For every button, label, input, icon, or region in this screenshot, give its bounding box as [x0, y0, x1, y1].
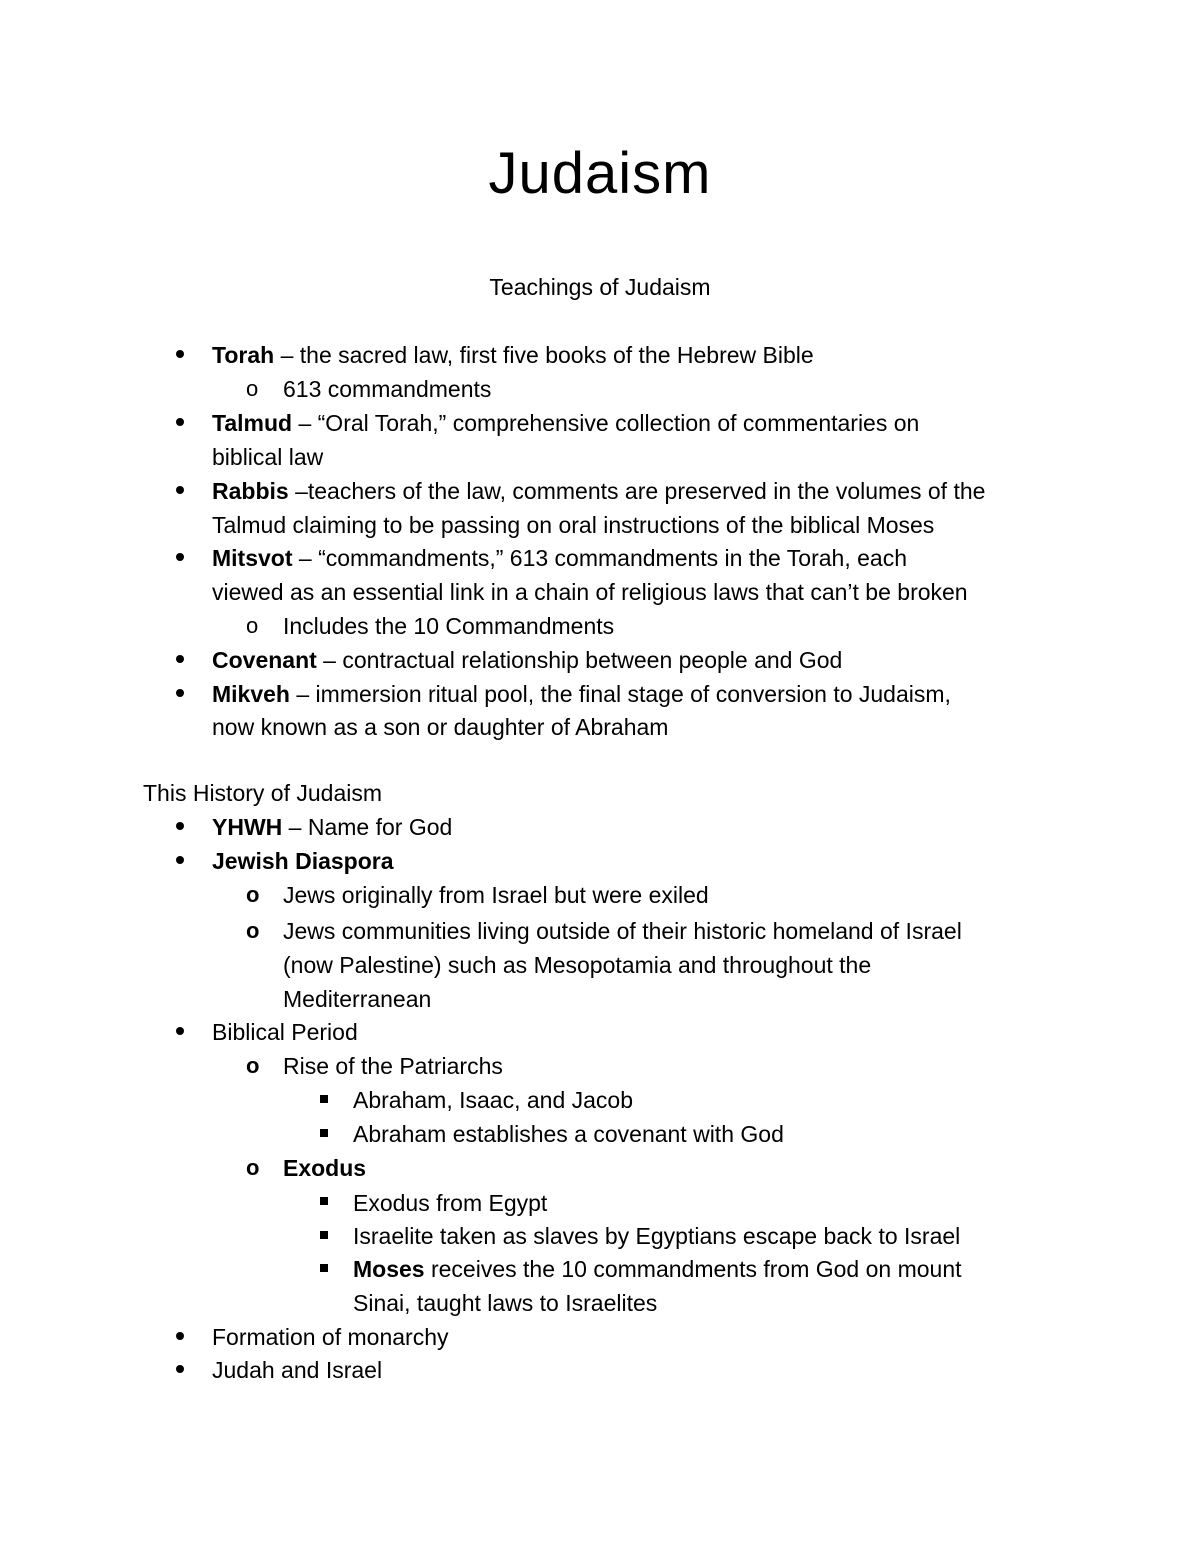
list-item: Mikveh – immersion ritual pool, the final stage of conversion to Judaism,: [212, 681, 951, 707]
bullet-icon: [176, 822, 184, 830]
bullet-icon: [176, 418, 184, 426]
list-item: Torah – the sacred law, first five books of the Hebrew Bible: [212, 342, 814, 368]
list-item-continuation: biblical law: [212, 444, 324, 470]
list-item-continuation: Mediterranean: [283, 986, 432, 1012]
history-heading: This History of Judaism: [143, 780, 383, 806]
list-item: Moses receives the 10 commandments from God on mount: [353, 1256, 962, 1282]
list-item: Rise of the Patriarchs: [283, 1053, 503, 1079]
bullet-icon: [176, 553, 184, 561]
bullet-icon: [176, 1332, 184, 1340]
list-item: Exodus: [283, 1155, 367, 1181]
list-item: Talmud – “Oral Torah,” comprehensive collection of commentaries on: [212, 410, 920, 436]
bullet-icon: [176, 689, 184, 697]
list-item: Exodus from Egypt: [353, 1190, 548, 1216]
bullet-icon: [176, 655, 184, 663]
list-item-continuation: now known as a son or daughter of Abraham: [212, 714, 669, 740]
list-item-continuation: (now Palestine) such as Mesopotamia and throughout the: [283, 952, 872, 978]
circle-bullet-icon: o: [246, 882, 260, 907]
list-item: Rabbis –teachers of the law, comments are preserved in the volumes of the: [212, 478, 986, 504]
circle-bullet-icon: o: [246, 1155, 260, 1180]
list-item: Abraham establishes a covenant with God: [353, 1121, 784, 1147]
square-bullet-icon: [320, 1231, 328, 1239]
square-bullet-icon: [320, 1264, 328, 1272]
list-item: Mitsvot – “commandments,” 613 commandments in the Torah, each: [212, 545, 907, 571]
list-item: Includes the 10 Commandments: [283, 613, 615, 639]
bullet-icon: [176, 856, 184, 864]
list-item: Covenant – contractual relationship between people and God: [212, 647, 843, 673]
list-item: Abraham, Isaac, and Jacob: [353, 1087, 633, 1113]
circle-bullet-icon: o: [246, 376, 259, 401]
list-item: Jewish Diaspora: [212, 848, 394, 874]
list-item: Biblical Period: [212, 1019, 358, 1045]
list-item-continuation: Talmud claiming to be passing on oral instructions of the biblical Moses: [212, 512, 935, 538]
bullet-icon: [176, 350, 184, 358]
square-bullet-icon: [320, 1095, 328, 1103]
circle-bullet-icon: o: [246, 1053, 260, 1078]
circle-bullet-icon: o: [246, 918, 260, 943]
square-bullet-icon: [320, 1129, 328, 1137]
list-item: YHWH – Name for God: [212, 814, 453, 840]
circle-bullet-icon: o: [246, 613, 259, 638]
bullet-icon: [176, 486, 184, 494]
square-bullet-icon: [320, 1197, 328, 1205]
list-item: 613 commandments: [283, 376, 492, 402]
list-item: Jews communities living outside of their historic homeland of Israel: [283, 918, 962, 944]
list-item-continuation: Sinai, taught laws to Israelites: [353, 1290, 658, 1316]
bullet-icon: [176, 1027, 184, 1035]
list-item: Israelite taken as slaves by Egyptians escape back to Israel: [353, 1223, 961, 1249]
document-title: Judaism: [488, 141, 712, 206]
teachings-heading: Teachings of Judaism: [489, 274, 711, 300]
list-item: Jews originally from Israel but were exiled: [283, 882, 709, 908]
list-item-continuation: viewed as an essential link in a chain of religious laws that can’t be broken: [212, 579, 968, 605]
list-item: Judah and Israel: [212, 1357, 383, 1383]
bullet-icon: [176, 1365, 184, 1373]
list-item: Formation of monarchy: [212, 1324, 449, 1350]
